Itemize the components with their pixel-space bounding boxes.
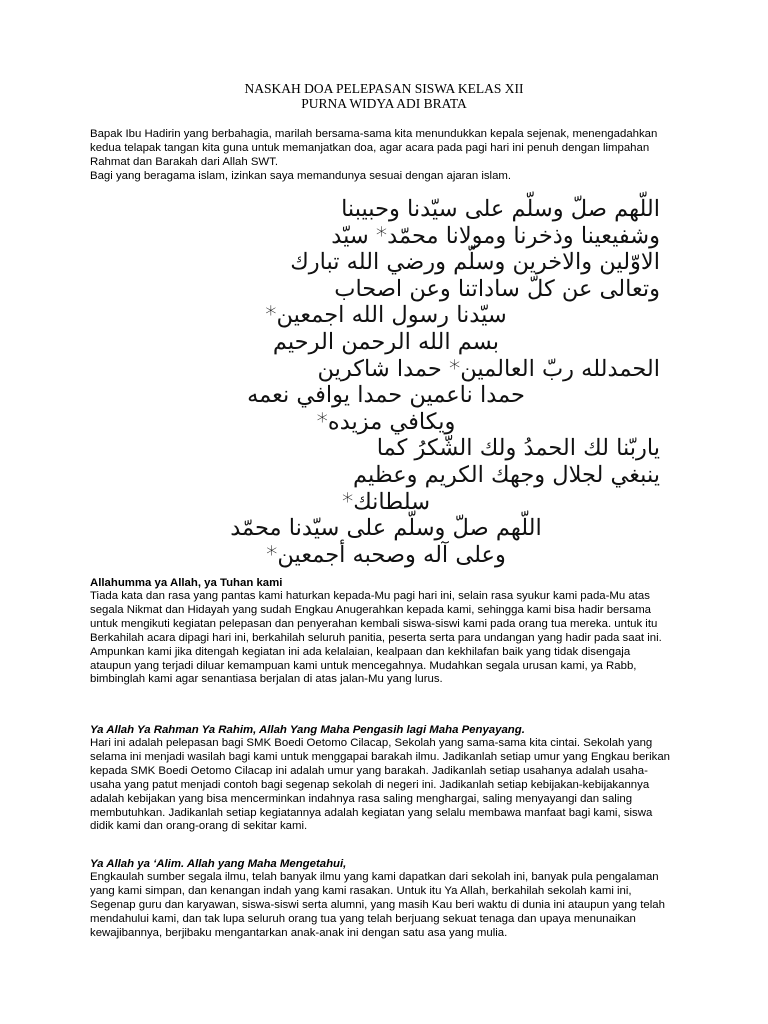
- arabic-line: وتعالى عن كلّ ساداتنا وعن اصحاب: [334, 275, 660, 302]
- arabic-line: وعلى آله وصحبه أجمعين*: [266, 541, 506, 568]
- section-1-heading: Allahumma ya Allah, ya Tuhan kami: [90, 577, 283, 589]
- section-2-heading: Ya Allah Ya Rahman Ya Rahim, Allah Yang Maha Pengasih lagi Maha Penyayang.: [90, 724, 525, 736]
- arabic-line: وشفيعينا وذخرنا ومولانا محمّد* سيّد: [331, 222, 660, 249]
- section-3-body: Engkaulah sumber segala ilmu, telah banyak ilmu yang kami dapatkan dari sekolah ini, banyak pula pengalaman yang kami simpan, dan kenangan indah yang kami rasakan. Untuk itu Ya Allah, berkahilah sekolah kami ini, Segenap guru dan karyawan, siswa-siswi serta alumni, yang masih Kau beri waktu di dunia ini ataupun yang telah mendahului kami, dan tak lupa seluruh orang tua yang telah berjuang sekuat tenaga dan upaya menunaikan kewajibannya, berjibaku mengantarkan anak-anak ini dengan satu asa yang mulia.: [90, 871, 665, 939]
- arabic-line: ياربّنا لك الحمدُ ولك الشّكرُ كما: [376, 435, 660, 462]
- intro-text: [90, 127, 670, 183]
- arabic-line: حمدا ناعمين حمدا يوافي نعمه: [247, 382, 525, 409]
- arabic-line: الاوّلين والاخرين وسلّم ورضي الله تبارك: [290, 249, 660, 276]
- arabic-line: اللّهم صلّ وسلّم على سيّدنا محمّد: [230, 515, 542, 542]
- intro-paragraph-2: Bagi yang beragama islam, izinkan saya memandunya sesuai dengan ajaran islam.: [90, 170, 512, 182]
- arabic-line: بسم الله الرحمن الرحيم: [272, 328, 500, 355]
- section-3-heading: Ya Allah ya ‘Alim. Allah yang Maha Mengetahui,: [90, 858, 347, 870]
- arabic-line: اللّهم صلّ وسلّم على سيّدنا وحبيبنا: [341, 196, 660, 222]
- title-line-2: PURNA WIDYA ADI BRATA: [301, 96, 467, 111]
- title-line-1: NASKAH DOA PELEPASAN SISWA KELAS XII: [244, 81, 524, 96]
- section-1-body: Tiada kata dan rasa yang pantas kami haturkan kepada-Mu pagi hari ini, selain rasa syukur kami pada-Mu atas segala Nikmat dan Hidayah yang sudah Engkau Anugerahkan kepada kami, sehingga kami bisa hadir bersama untuk mengikuti kegiatan pelepasan dan penyerahan kembali siswa-siswi kami pada orang tua mereka. untuk itu Berkahilah acara dipagi hari ini, berkahilah seluruh panitia, peserta serta para undangan yang hadir pada saat ini. Ampunkan kami jika ditengah kegiatan ini ada kelalaian, kealpaan dan kekhilafan baik yang tidak disengaja ataupun yang terjadi diluar kemampuan kami untuk mencegahnya. Mudahkan segala urusan kami, ya Rabb, bimbinglah kami agar senantiasa berjalan di atas jalan-Mu yang lurus.: [90, 590, 662, 686]
- arabic-line: سيّدنا رسول الله اجمعين*: [265, 302, 507, 329]
- arabic-prayer: [112, 196, 660, 568]
- arabic-line: سلطانك*: [341, 488, 431, 515]
- arabic-line: ويكافي مزيده*: [316, 408, 456, 435]
- arabic-line: الحمدلله ربّ العالمين* حمدا شاكرين: [317, 355, 660, 382]
- intro-paragraph-1: Bapak Ibu Hadirin yang berbahagia, marilah bersama-sama kita menundukkan kepala sejenak, menengadahkan kedua telapak tangan kita guna untuk memanjatkan doa, agar acara pada pagi hari ini penuh dengan limpahan Rahmat dan Barakah dari Allah SWT.: [90, 128, 658, 168]
- arabic-line: ينبغي لجلال وجهك الكريم وعظيم: [352, 461, 660, 488]
- document-title: [0, 81, 768, 111]
- section-2-body: Hari ini adalah pelepasan bagi SMK Boedi Oetomo Cilacap, Sekolah yang sama-sama kita cintai. Sekolah yang selama ini menjadi wasilah bagi kami untuk menggapai barakah ilmu. Jadikanlah setiap umur yang Engkau berikan kepada SMK Boedi Oetomo Cilacap ini adalah umur yang barakah. Jadikanlah setiap usahanya adalah usaha-usaha yang patut menjadi contoh bagi segenap sekolah di negeri ini. Jadikanlah setiap kebijakan-kebijakannya adalah kebijakan yang bisa mencerminkan indahnya rasa saling menghargai, saling menyayangi dan saling membutuhkan. Jadikanlah setiap kegiatannya adalah kegiatan yang selalu membawa manfaat bagi kami, siswa didik kami dan orang-orang di sekitar kami.: [90, 737, 670, 833]
